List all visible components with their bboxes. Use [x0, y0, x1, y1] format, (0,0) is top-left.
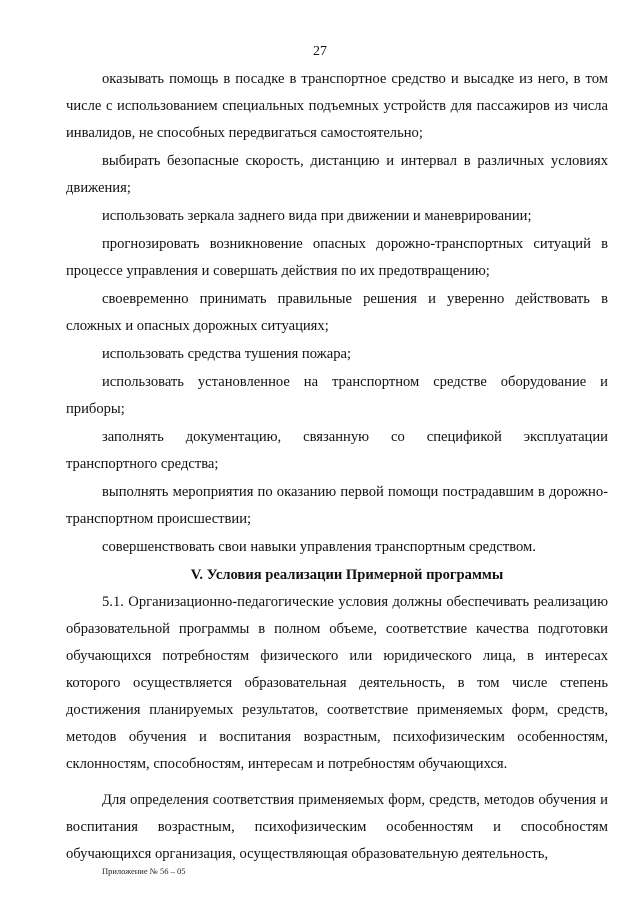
list-item: совершенствовать свои навыки управления транспортным средством. — [102, 539, 536, 555]
list-item: оказывать помощь в посадке в транспортное средство и высадке из него, в том числе с использованием специальных подъемных устройств для пассажиров из числа инвалидов, не способных передвигаться самостоятельно; — [66, 71, 608, 141]
list-item: выбирать безопасные скорость, дистанцию и интервал в различных условиях движения; — [66, 153, 608, 196]
list-item: прогнозировать возникновение опасных дорожно-транспортных ситуаций в процессе управления и совершать действия по их предотвращению; — [66, 236, 608, 279]
list-item: использовать средства тушения пожара; — [102, 346, 352, 362]
list-item: своевременно принимать правильные решения и уверенно действовать в сложных и опасных дорожных ситуациях; — [66, 291, 608, 334]
page-number: 27 — [313, 44, 327, 59]
list-item: использовать установленное на транспортном средстве оборудование и приборы; — [66, 374, 608, 417]
list-item: заполнять документацию, связанную со спецификой эксплуатации транспортного средства; — [66, 429, 608, 472]
paragraph: Для определения соответствия применяемых форм, средств, методов обучения и воспитания возрастным, психофизическим особенностям и способностям обучающихся организация, осуществляющая образовательную деятельность, — [66, 792, 608, 862]
section-heading: V. Условия реализации Примерной программы — [190, 567, 504, 583]
list-item: выполнять мероприятия по оказанию первой помощи пострадавшим в дорожно-транспортном происшествии; — [66, 484, 608, 527]
paragraph: 5.1. Организационно-педагогические условия должны обеспечивать реализацию образовательной программы в полном объеме, соответствие качества подготовки обучающихся потребностям физического или юридического лица, в интересах которого осуществляется образовательная деятельность, в том числе степень достижения планируемых результатов, соответствие применяемых форм, средств, методов обучения и воспитания возрастным, психофизическим особенностям, склонностям, способностям, интересам и потребностям обучающихся. — [66, 594, 608, 772]
footer-note: Приложение № 56 – 05 — [102, 866, 186, 876]
page-body — [66, 66, 608, 868]
list-item: использовать зеркала заднего вида при движении и маневрировании; — [102, 208, 532, 224]
